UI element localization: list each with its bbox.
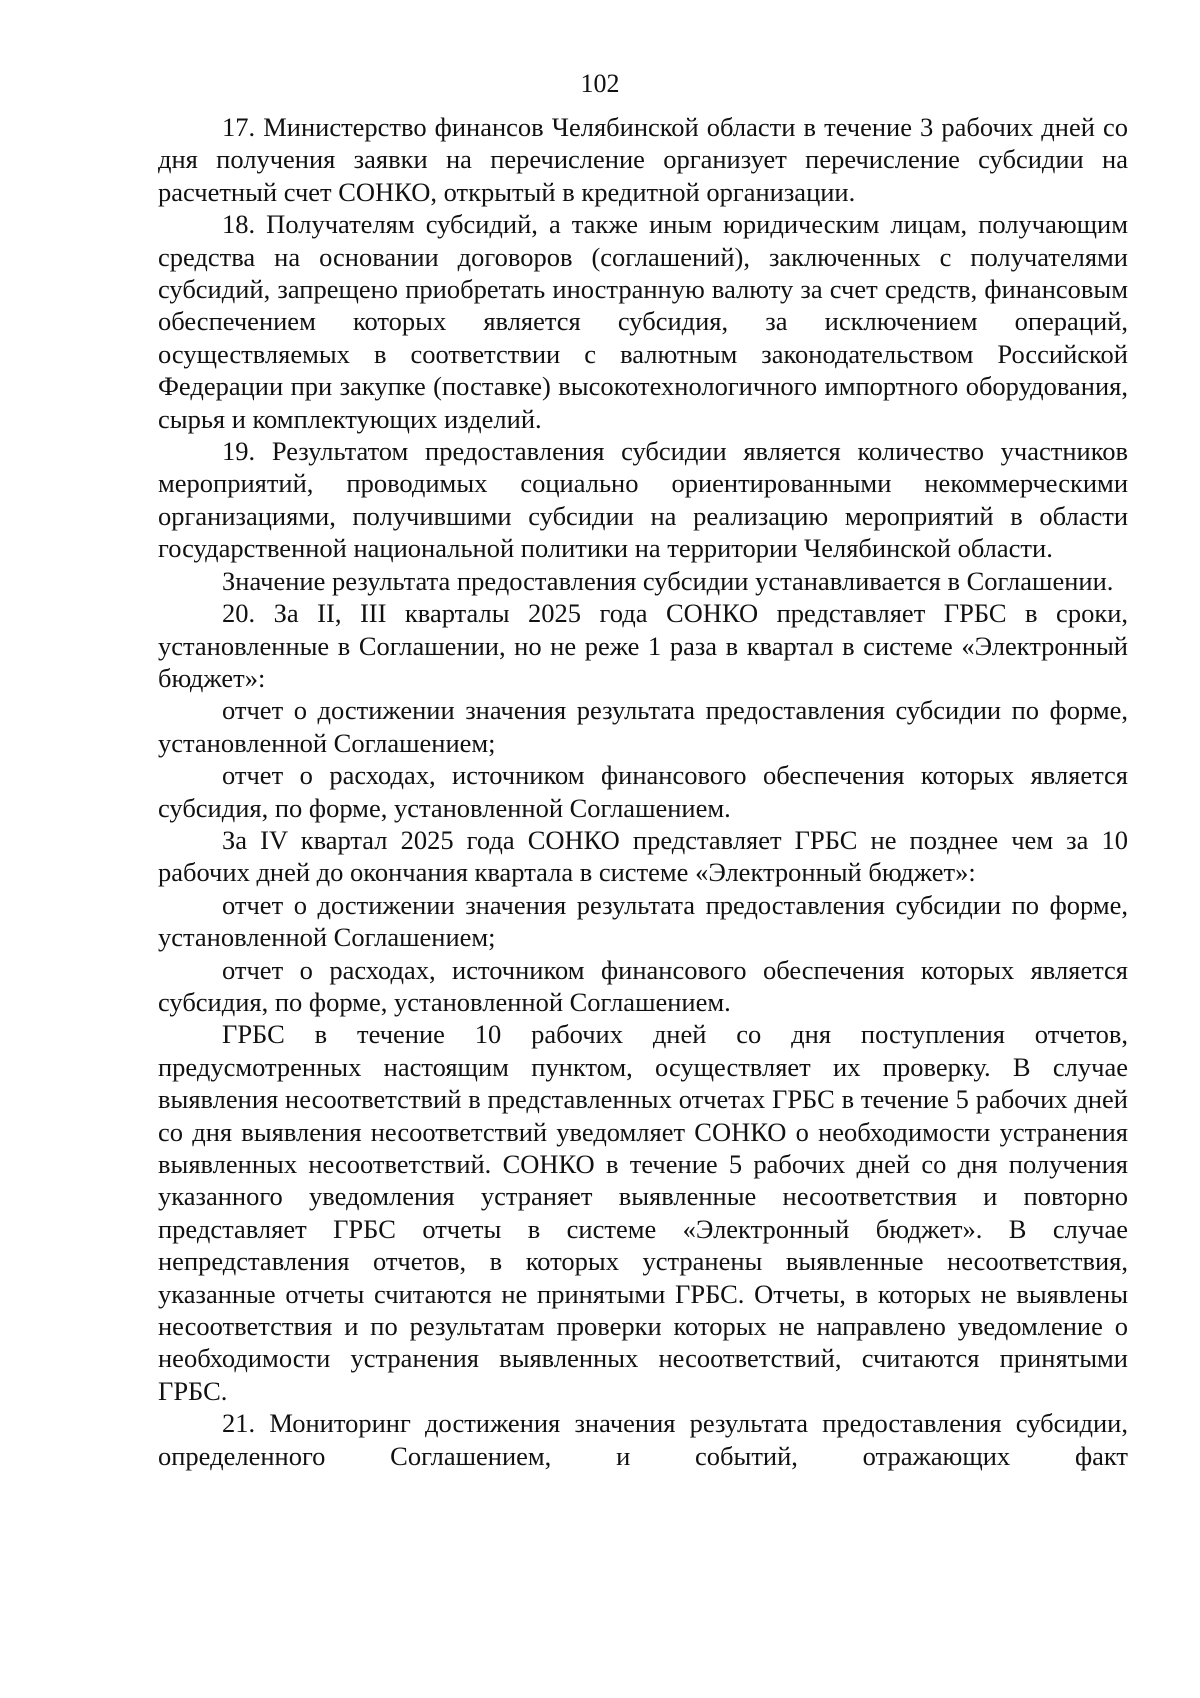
- paragraph-21: 21. Мониторинг достижения значения результата предоставления субсидии, определенного Соглашением, и событий, отражающих факт: [158, 1408, 1128, 1471]
- paragraph-20-q4-report-expenses: отчет о расходах, источником финансового обеспечения которых является субсидия, по форме, установленной Соглашением.: [158, 954, 1128, 1017]
- paragraph-20-report-expenses: отчет о расходах, источником финансового обеспечения которых является субсидия, по форме, установленной Соглашением.: [158, 760, 1128, 823]
- paragraph-20-q4-report-result: отчет о достижении значения результата предоставления субсидии по форме, установленной Соглашением;: [158, 889, 1128, 953]
- paragraph-17: 17. Министерство финансов Челябинской области в течение 3 рабочих дней со дня получения заявки на перечисление организует перечисление субсидии на расчетный счет СОНКО, открытый в кредитной организации.: [158, 112, 1128, 207]
- page-number: 102: [580, 69, 620, 98]
- paragraph-20-q4: За IV квартал 2025 года СОНКО представляет ГРБС не позднее чем за 10 рабочих дней до окончания квартала в системе «Электронный бюджет»:: [158, 824, 1128, 888]
- paragraph-20-report-result: отчет о достижении значения результата предоставления субсидии по форме, установленной Соглашением;: [158, 695, 1128, 758]
- document-body: [158, 111, 1128, 1472]
- paragraph-19-result-value: Значение результата предоставления субсидии устанавливается в Соглашении.: [222, 565, 1114, 596]
- paragraph-18: 18. Получателям субсидий, а также иным юридическим лицам, получающим средства на основании договоров (соглашений), заключенных с получателями субсидий, запрещено приобретать иностранную валюту за счет средств, финансовым обеспечением которых является субсидия, за исключением операций, осуществляемых в соответствии с валютным законодательством Российской Федерации при закупке (поставке) высокотехнологичного импортного оборудования, сырья и комплектующих изделий.: [158, 209, 1128, 434]
- paragraph-20-review: ГРБС в течение 10 рабочих дней со дня поступления отчетов, предусмотренных настоящим пунктом, осуществляет их проверку. В случае выявления несоответствий в представленных отчетах ГРБС в течение 5 рабочих дней со дня выявления несоответствий уведомляет СОНКО о необходимости устранения выявленных несоответствий. СОНКО в течение 5 рабочих дней со дня получения указанного уведомления устраняет выявленные несоответствия и повторно представляет ГРБС отчеты в системе «Электронный бюджет». В случае непредставления отчетов, в которых устранены выявленные несоответствия, указанные отчеты считаются не принятыми ГРБС. Отчеты, в которых не выявлены несоответствия и по результатам проверки которых не направлено уведомление о необходимости устранения выявленных несоответствий, считаются принятыми ГРБС.: [158, 1019, 1128, 1406]
- paragraph-20: 20. За II, III кварталы 2025 года СОНКО представляет ГРБС в сроки, установленные в Соглашении, но не реже 1 раза в квартал в системе «Электронный бюджет»:: [158, 598, 1128, 693]
- paragraph-19: 19. Результатом предоставления субсидии является количество участников мероприятий, проводимых социально ориентированными некоммерческими организациями, получившими субсидии на реализацию мероприятий в области государственной национальной политики на территории Челябинской области.: [158, 436, 1128, 564]
